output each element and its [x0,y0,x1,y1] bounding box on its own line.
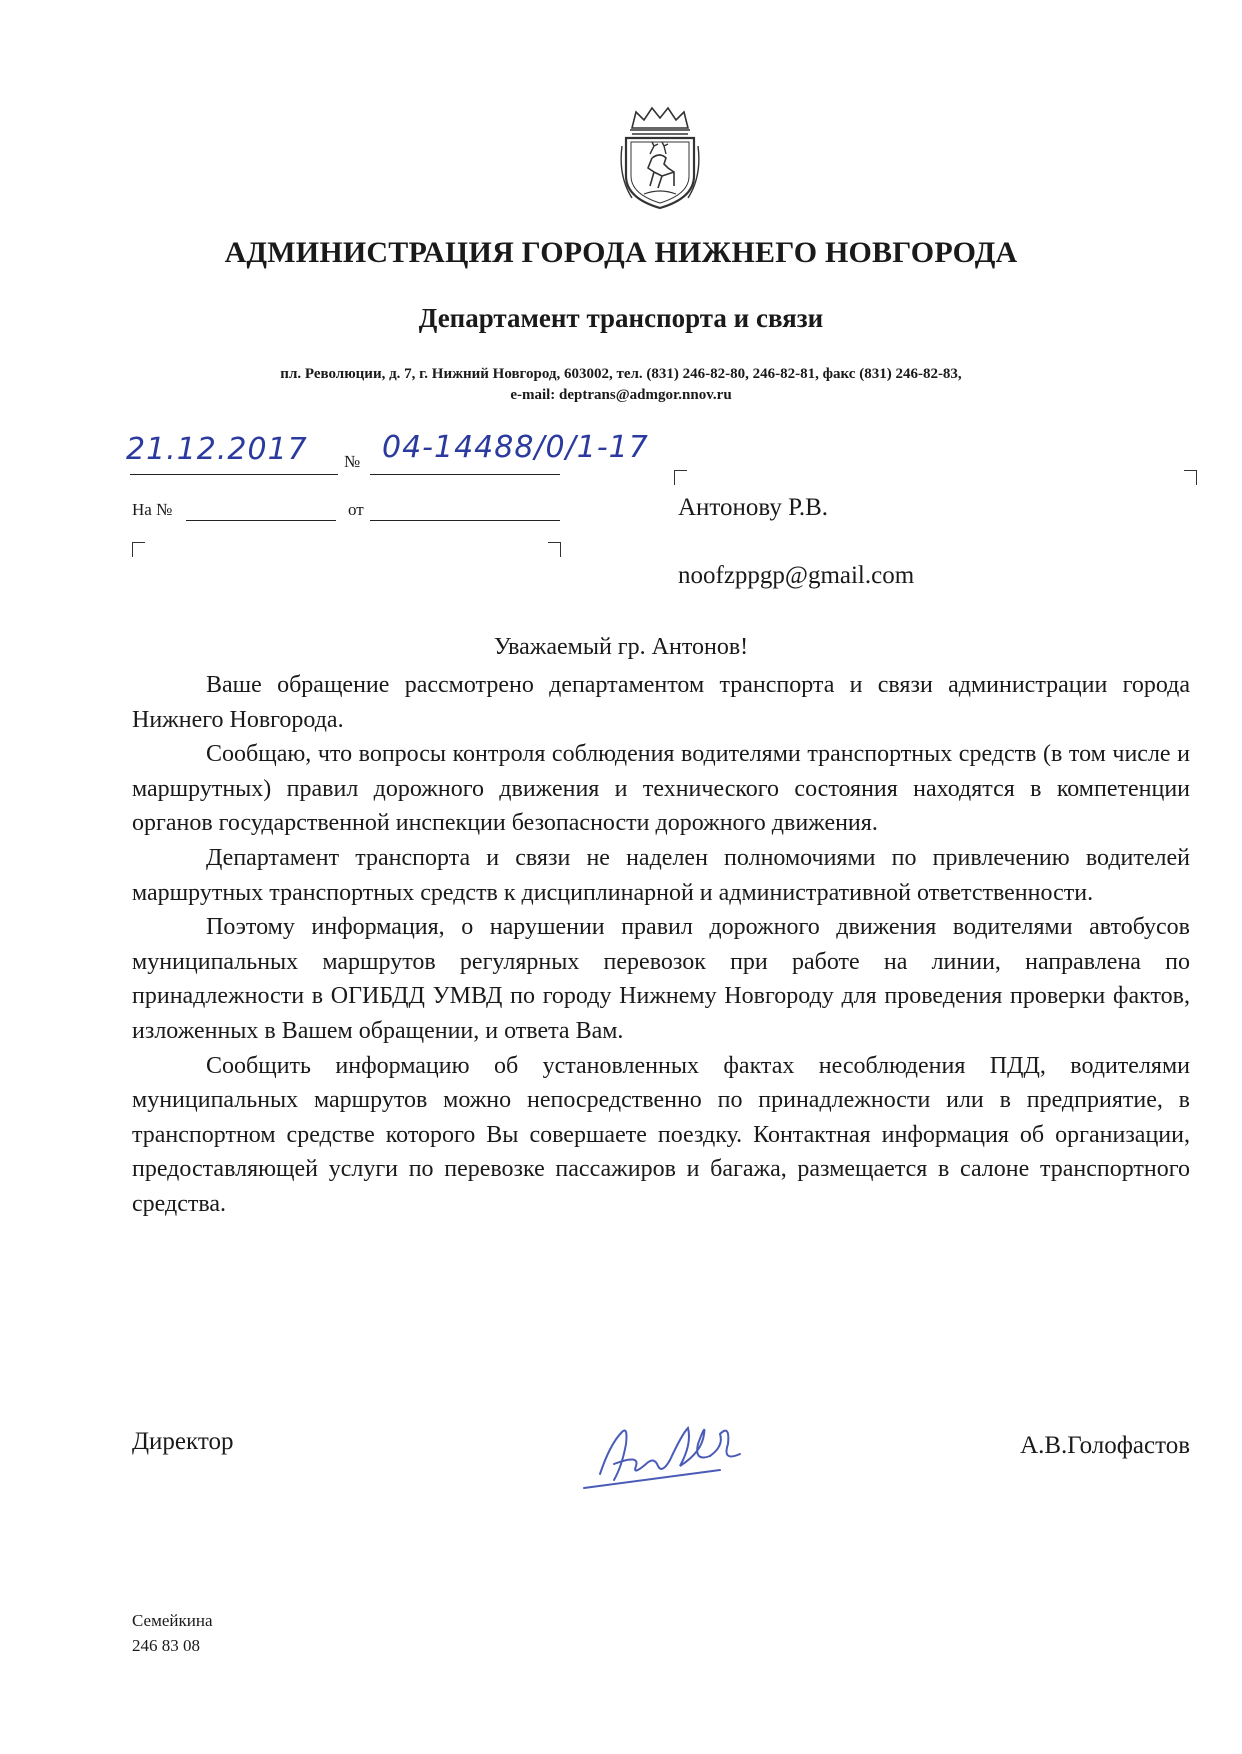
address-line: пл. Революции, д. 7, г. Нижний Новгород, 603002, тел. (831) 246-82-80, 246-82-81, факс (831) 246-82-83, [280,366,962,382]
organization-title: АДМИНИСТРАЦИЯ ГОРОДА НИЖНЕГО НОВГОРОДА [224,236,1018,269]
reply-to-underline [186,520,336,521]
date-underline [130,474,338,475]
from-underline [370,520,560,521]
reply-to-label: На № [132,500,173,519]
recipient-name: Антонову Р.В. [678,494,829,521]
signer-position: Директор [132,1428,234,1455]
salutation: Уважаемый гр. Антонов! [493,634,749,660]
paragraph: Сообщить информацию об установленных фактах несоблюдения ПДД, водителями муниципальных маршрутов можно непосредственно по принадлежности или в предприятие, в транспортном средстве которого Вы совершаете поездку. Контактная информация об организации, предоставляющей услуги по перевозке пассажиров и багажа, размещается в салоне транспортного средства. [132,1052,1190,1217]
corner-mark [132,542,145,557]
executor-block [132,1608,213,1658]
signer-name: А.В.Голофастов [1020,1432,1190,1459]
paragraph: Департамент транспорта и связи не наделен полномочиями по привлечению водителей маршрутных транспортных средств к дисциплинарной и административной ответственности. [132,844,1190,906]
paragraph: Поэтому информация, о нарушении правил дорожного движения водителями автобусов муниципальных маршрутов регулярных перевозок при работе на линии, направлена по принадлежности в ОГИБДД УМВД по городу Нижнему Новгороду для проведения проверки фактов, изложенных в Вашем обращении, и ответа Вам. [132,914,1190,1044]
handwritten-number: 04-14488/0/1-17 [382,430,649,465]
paragraph: Ваше обращение рассмотрено департаментом транспорта и связи администрации города Нижнего Новгорода. [132,672,1190,733]
department-title: Департамент транспорта и связи [418,303,824,333]
corner-mark [548,542,561,557]
paragraph: Сообщаю, что вопросы контроля соблюдения водителями транспортных средств (в том числе и маршрутных) правил дорожного движения и технического состояния находятся в компетенции органов государственной инспекции безопасности дорожного движения. [132,741,1190,837]
handwritten-signature-icon [570,1404,760,1504]
address-block [0,364,1242,406]
recipient-email: noofzppgp@gmail.com [678,562,915,589]
letter-body [132,668,1190,1222]
corner-mark [674,470,687,485]
email-line: e-mail: deptrans@admgor.nnov.ru [510,387,732,403]
executor-name: Семейкина [132,1611,213,1630]
number-underline [370,474,560,475]
executor-phone: 246 83 08 [132,1636,200,1655]
number-sign: № [344,452,361,471]
handwritten-date: 21.12.2017 [126,432,308,467]
corner-mark [1184,470,1197,485]
from-label: от [348,500,364,519]
coat-of-arms-deer-icon [618,106,702,212]
